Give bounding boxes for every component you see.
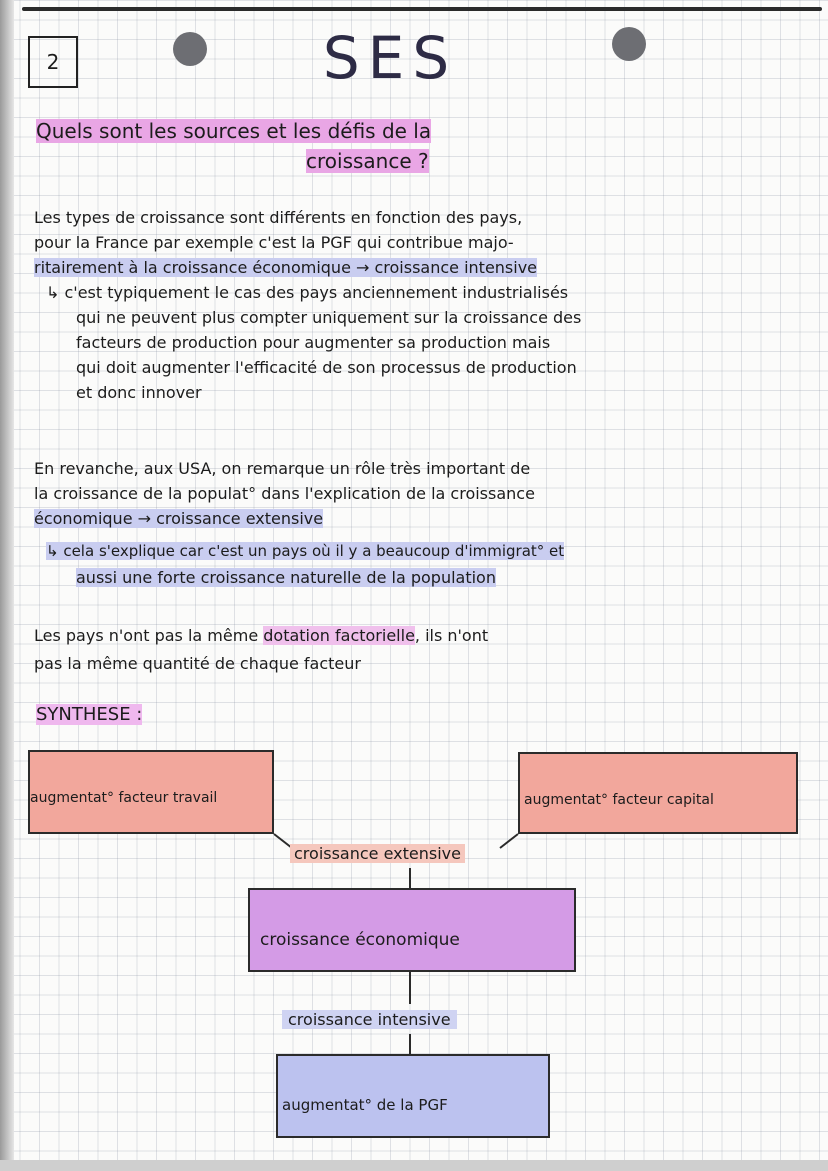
paragraph2-line: la croissance de la populat° dans l'explication de la croissance — [34, 484, 535, 503]
dotation-factorielle-highlight: dotation factorielle — [263, 626, 415, 645]
question-text-1: Quels sont les sources et les défis de la — [36, 119, 432, 143]
label-croissance-intensive: croissance intensive — [282, 1010, 457, 1029]
question-text-2: croissance ? — [306, 149, 429, 173]
box-croissance-economique-label: croissance économique — [260, 930, 460, 950]
paragraph1-line: qui doit augmenter l'efficacité de son processus de production — [76, 358, 577, 377]
box-pgf — [276, 1054, 550, 1138]
paragraph1-line: Les types de croissance sont différents en fonction des pays, — [34, 208, 523, 227]
paragraph1-line-text: ritairement à la croissance économique → croissance intensive — [34, 258, 538, 277]
paragraph2-line-text: économique → croissance extensive — [34, 509, 324, 528]
connector-capital — [500, 834, 518, 848]
paragraph1-line: et donc innover — [76, 383, 202, 402]
paragraph1-line: qui ne peuvent plus compter uniquement sur la croissance des — [76, 308, 582, 327]
box-facteur-travail-label: augmentat° facteur travail — [30, 790, 218, 806]
page-bottom-edge — [0, 1160, 828, 1171]
box-pgf-label: augmentat° de la PGF — [282, 1096, 448, 1114]
label-croissance-extensive: croissance extensive — [290, 844, 465, 863]
page-title: SES — [322, 24, 458, 92]
paragraph1-line: facteurs de production pour augmenter sa production mais — [76, 333, 551, 352]
paragraph3-text-c: , ils n'ont — [414, 626, 489, 645]
paragraph1-line: ↳ c'est typiquement le cas des pays anciennement industrialisés — [46, 283, 569, 302]
paragraph2-line: En revanche, aux USA, on remarque un rôle très important de — [34, 459, 531, 478]
paragraph3-text-a: Les pays n'ont pas la même — [34, 626, 264, 645]
paragraph1-line: pour la France par exemple c'est la PGF qui contribue majo- — [34, 233, 514, 252]
synthese-heading-text: SYNTHESE : — [36, 704, 143, 725]
page-number: 2 — [28, 36, 78, 88]
paragraph3-line-2: pas la même quantité de chaque facteur — [34, 654, 361, 673]
paragraph2-line-text: aussi une forte croissance naturelle de la population — [76, 568, 496, 587]
paragraph2-line-text: ↳ cela s'explique car c'est un pays où il y a beaucoup d'immigrat° et — [46, 542, 565, 560]
box-croissance-economique — [248, 888, 576, 972]
box-facteur-capital-label: augmentat° facteur capital — [524, 792, 714, 808]
